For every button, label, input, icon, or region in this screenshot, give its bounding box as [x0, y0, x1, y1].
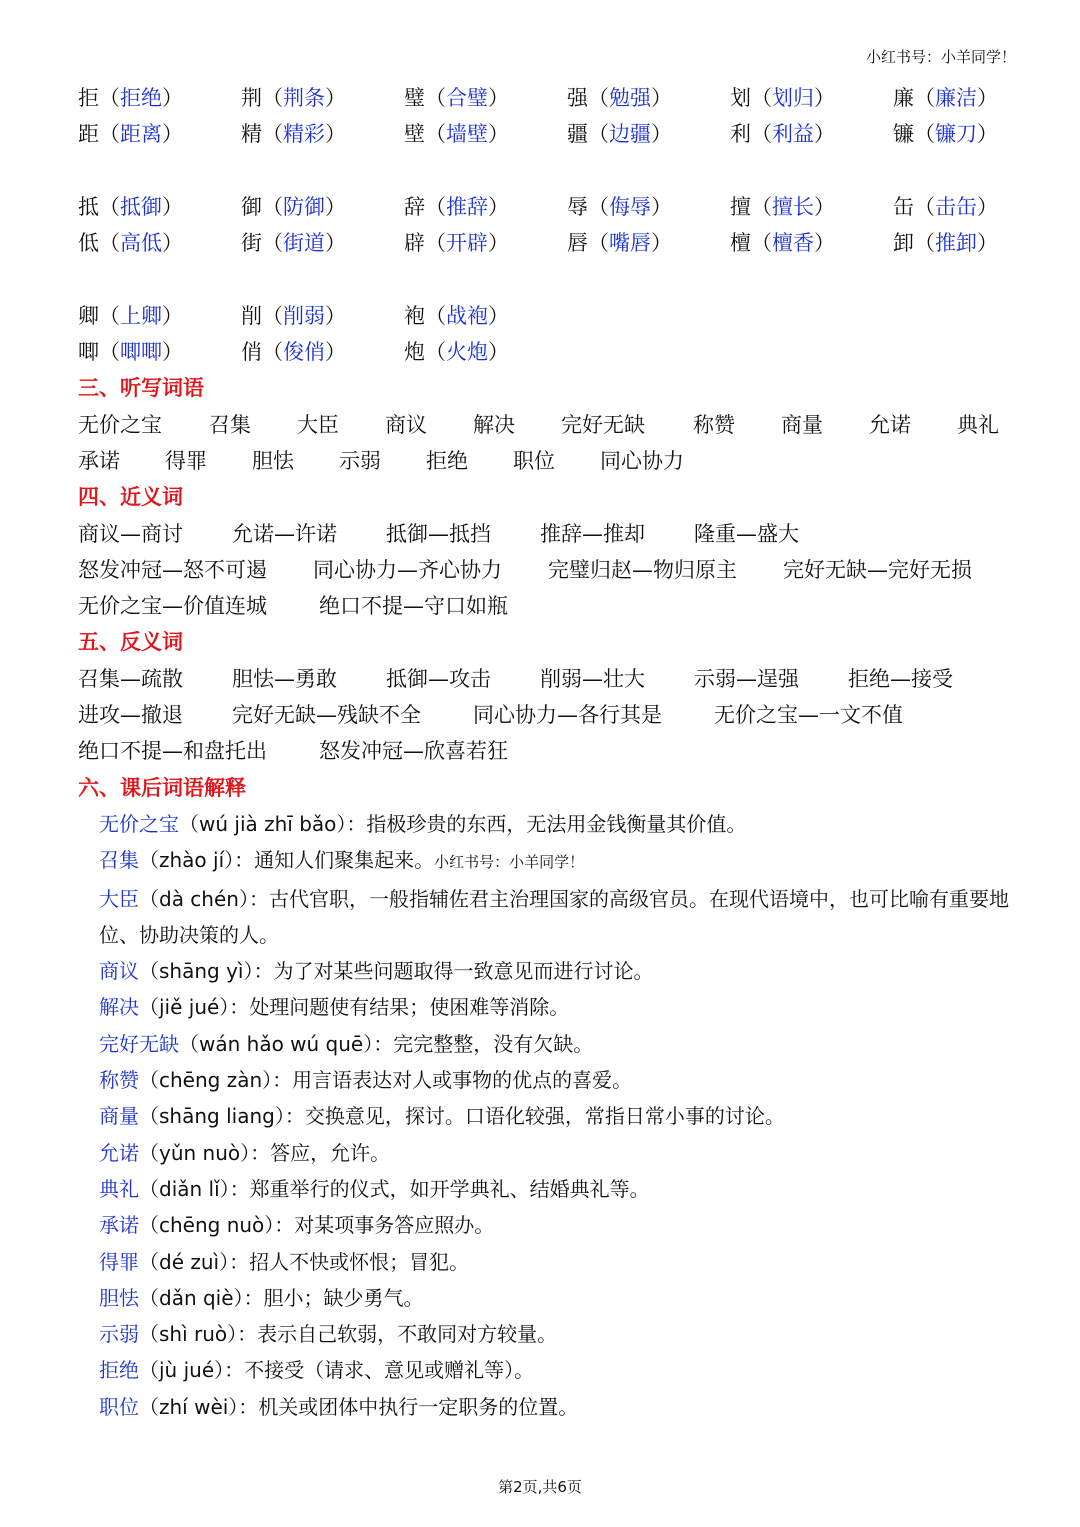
char-entry [893, 116, 998, 152]
character: 炮 [404, 340, 425, 365]
paren-close: ） [814, 122, 835, 147]
paren-open: （ [425, 303, 446, 328]
char-entry [730, 189, 835, 225]
paren-close: ） [651, 194, 672, 219]
synonyms-row [78, 516, 1018, 552]
definition: 胆小；缺少勇气。 [263, 1285, 424, 1310]
char-entry [404, 298, 509, 334]
paren-open: （ [99, 340, 120, 365]
pinyin: （shāng yì）： [139, 959, 274, 984]
char-entry [893, 80, 998, 116]
pinyin: （shì ruò）： [139, 1322, 258, 1347]
char-entry [567, 189, 672, 225]
pinyin: （zhí wèi）： [139, 1394, 259, 1419]
character: 璧 [404, 86, 425, 110]
paren-close: ） [488, 194, 509, 219]
character-groups [78, 80, 1018, 370]
dictation-item: 得罪 [165, 448, 207, 473]
term: 完好无缺 [99, 1031, 179, 1056]
example-word: 防御 [283, 194, 325, 219]
synonyms-item: 怒发冲冠—怒不可遏 [78, 557, 267, 582]
paren-open: （ [99, 86, 120, 110]
antonyms-item: 完好无缺—残缺不全 [232, 703, 421, 728]
example-word: 划归 [772, 86, 814, 110]
paren-open: （ [425, 194, 446, 219]
explanation-item [99, 1062, 1018, 1098]
paren-close: ） [488, 122, 509, 147]
character: 辞 [404, 194, 425, 219]
definition: 对某项事务答应照办。 [294, 1213, 495, 1238]
explanation-item [99, 1352, 1018, 1388]
antonyms-item: 无价之宝—一文不值 [714, 703, 903, 728]
dictation-item: 同心协力 [600, 448, 684, 473]
character: 镰 [893, 122, 914, 147]
explanation-item [99, 806, 1018, 842]
term: 得罪 [99, 1249, 139, 1274]
character: 强 [567, 86, 588, 110]
character: 拒 [78, 86, 99, 110]
definition: 古代官职，一般指辅佐君主治理国家的高级官员。在现代语境中，也可比喻有重要地位、协助决策的人。 [99, 886, 1009, 947]
character: 利 [730, 122, 751, 147]
example-word: 削弱 [283, 303, 325, 328]
header-note: 小红书号：小羊同学！ [865, 48, 1016, 66]
paren-open: （ [262, 86, 283, 110]
dictation-item: 商量 [781, 412, 823, 437]
term: 拒绝 [99, 1358, 139, 1383]
antonyms-item: 绝口不提—和盘托出 [78, 739, 267, 764]
paren-open: （ [751, 194, 772, 219]
char-row [78, 225, 1018, 261]
char-entry [404, 80, 509, 116]
paren-close: ） [488, 340, 509, 365]
character: 缶 [893, 194, 914, 219]
pinyin: （jiě jué）： [139, 995, 250, 1020]
antonyms-row [78, 733, 1018, 769]
paren-open: （ [262, 194, 283, 219]
definition: 指极珍贵的东西，无法用金钱衡量其价值。 [366, 811, 747, 836]
section-title-dictation: 三、听写词语 [78, 376, 204, 401]
paren-close: ） [162, 231, 183, 256]
character: 抵 [78, 194, 99, 219]
dictation-item: 拒绝 [426, 448, 468, 473]
pinyin: （wán hǎo wú quē）： [179, 1031, 394, 1056]
term: 职位 [99, 1394, 139, 1419]
char-entry [404, 189, 509, 225]
paren-close: ） [162, 340, 183, 365]
pinyin: （wú jià zhī bǎo）： [179, 811, 367, 836]
antonyms-item: 削弱—壮大 [540, 666, 645, 691]
example-word: 推卸 [935, 231, 977, 256]
page-content [78, 80, 1018, 1425]
term: 称赞 [99, 1068, 139, 1093]
character: 唧 [78, 340, 99, 365]
example-word: 廉洁 [935, 86, 977, 110]
paren-close: ） [977, 122, 998, 147]
char-entry [730, 116, 835, 152]
section-title-synonyms: 四、近义词 [78, 485, 183, 510]
example-word: 勉强 [609, 86, 651, 110]
paren-close: ） [651, 231, 672, 256]
explanation-item [99, 1280, 1018, 1316]
char-entry [730, 225, 835, 261]
example-word: 战袍 [446, 303, 488, 328]
explanation-item [99, 881, 1018, 954]
character: 辟 [404, 231, 425, 256]
definition: 处理问题使有结果；使困难等消除。 [249, 995, 570, 1020]
definition: 不接受（请求、意见或赠礼等）。 [244, 1358, 535, 1383]
antonyms-item: 抵御—攻击 [386, 666, 491, 691]
paren-open: （ [99, 231, 120, 256]
antonyms-row [78, 661, 1018, 697]
synonyms-item: 允诺—许诺 [232, 521, 337, 546]
group-spacer [78, 153, 1018, 189]
synonyms-item: 绝口不提—守口如瓶 [319, 594, 508, 619]
example-word: 击缶 [935, 194, 977, 219]
paren-open: （ [262, 122, 283, 147]
synonyms-item: 同心协力—齐心协力 [313, 557, 502, 582]
term: 承诺 [99, 1213, 139, 1238]
char-entry [893, 225, 998, 261]
char-entry [78, 189, 183, 225]
example-word: 街道 [283, 231, 325, 256]
paren-open: （ [914, 231, 935, 256]
character: 低 [78, 231, 99, 256]
pinyin: （chēng nuò）： [139, 1213, 295, 1238]
term: 胆怯 [99, 1285, 139, 1310]
definition: 为了对某些问题取得一致意见而进行讨论。 [273, 959, 654, 984]
example-word: 开辟 [446, 231, 488, 256]
dictation-row [78, 407, 1018, 443]
page-number: 第2页,共6页 [498, 1478, 582, 1496]
example-word: 嘴唇 [609, 231, 651, 256]
dictation-item: 允诺 [869, 412, 911, 437]
paren-open: （ [99, 194, 120, 219]
dictation-item: 典礼 [957, 412, 999, 437]
explanation-item [99, 842, 1018, 880]
char-entry [567, 225, 672, 261]
dictation-item: 称赞 [693, 412, 735, 437]
synonyms-item: 完璧归赵—物归原主 [548, 557, 737, 582]
paren-close: ） [162, 194, 183, 219]
antonyms-item: 进攻—撤退 [78, 703, 183, 728]
dictation-item: 完好无缺 [561, 412, 645, 437]
char-row [78, 334, 1018, 370]
character: 唇 [567, 231, 588, 256]
term: 商议 [99, 959, 139, 984]
explanation-item [99, 1389, 1018, 1425]
dictation-item: 商议 [385, 412, 427, 437]
synonyms-item: 无价之宝—价值连城 [78, 594, 267, 619]
term: 召集 [99, 848, 139, 873]
paren-close: ） [325, 340, 346, 365]
example-word: 精彩 [283, 122, 325, 147]
synonyms-row [78, 588, 1018, 624]
paren-open: （ [262, 303, 283, 328]
character: 廉 [893, 86, 914, 110]
paren-open: （ [588, 86, 609, 110]
example-word: 火炮 [446, 340, 488, 365]
definition: 招人不快或怀恨；冒犯。 [249, 1249, 470, 1274]
paren-close: ） [488, 86, 509, 110]
example-word: 镰刀 [935, 122, 977, 147]
synonyms-item: 完好无缺—完好无损 [783, 557, 972, 582]
example-word: 推辞 [446, 194, 488, 219]
example-word: 边疆 [609, 122, 651, 147]
char-row [78, 189, 1018, 225]
antonyms-item: 怒发冲冠—欣喜若狂 [319, 739, 508, 764]
paren-open: （ [262, 231, 283, 256]
paren-close: ） [977, 86, 998, 110]
char-row [78, 80, 1018, 116]
antonyms-item: 同心协力—各行其是 [473, 703, 662, 728]
term: 允诺 [99, 1140, 139, 1165]
paren-open: （ [751, 122, 772, 147]
char-entry [241, 80, 346, 116]
example-word: 抵御 [120, 194, 162, 219]
pinyin: （dé zuì）： [139, 1249, 250, 1274]
synonyms-item: 推辞—推却 [540, 521, 645, 546]
antonyms-item: 召集—疏散 [78, 666, 183, 691]
antonyms-item: 拒绝—接受 [848, 666, 953, 691]
character: 擅 [730, 194, 751, 219]
synonyms-row [78, 552, 1018, 588]
explanation-list [78, 806, 1018, 1425]
section-title-explanations: 六、课后词语解释 [78, 775, 246, 800]
char-entry [78, 334, 183, 370]
char-entry [241, 225, 346, 261]
pinyin: （shāng liang）： [139, 1104, 305, 1129]
definition: 用言语表达对人或事物的优点的喜爱。 [292, 1068, 633, 1093]
paren-open: （ [914, 86, 935, 110]
explanation-item [99, 1316, 1018, 1352]
pinyin: （dǎn qiè）： [139, 1285, 264, 1310]
char-row [78, 298, 1018, 334]
character: 疆 [567, 122, 588, 147]
definition: 交换意见，探讨。口语化较强，常指日常小事的讨论。 [304, 1104, 785, 1129]
character: 俏 [241, 340, 262, 365]
dictation-item: 召集 [209, 412, 251, 437]
character: 卸 [893, 231, 914, 256]
paren-close: ） [488, 231, 509, 256]
character: 辱 [567, 194, 588, 219]
explanation-item [99, 1244, 1018, 1280]
pinyin: （chēng zàn）： [139, 1068, 293, 1093]
char-entry [893, 189, 998, 225]
character: 精 [241, 122, 262, 147]
paren-close: ） [814, 231, 835, 256]
character: 削 [241, 303, 262, 328]
char-entry [567, 80, 672, 116]
pinyin: （zhào jí）： [139, 848, 255, 873]
char-entry [78, 225, 183, 261]
character: 街 [241, 231, 262, 256]
dictation-item: 解决 [473, 412, 515, 437]
inline-watermark-note: 小红书号：小羊同学！ [434, 853, 585, 872]
term: 大臣 [99, 886, 139, 911]
explanation-item [99, 1135, 1018, 1171]
synonyms-item: 隆重—盛大 [694, 521, 799, 546]
explanation-item [99, 1026, 1018, 1062]
dictation-item: 承诺 [78, 448, 120, 473]
synonyms-item: 抵御—抵挡 [386, 521, 491, 546]
paren-open: （ [99, 122, 120, 147]
paren-open: （ [588, 194, 609, 219]
example-word: 荆条 [283, 86, 325, 110]
explanation-item [99, 1098, 1018, 1134]
paren-open: （ [425, 122, 446, 147]
antonyms-row [78, 697, 1018, 733]
synonym-pairs [78, 516, 1018, 625]
paren-open: （ [425, 86, 446, 110]
example-word: 墙壁 [446, 122, 488, 147]
term: 解决 [99, 995, 139, 1020]
example-word: 合璧 [446, 86, 488, 110]
paren-open: （ [751, 86, 772, 110]
paren-close: ） [977, 231, 998, 256]
definition: 机关或团体中执行一定职务的位置。 [258, 1394, 579, 1419]
example-word: 高低 [120, 231, 162, 256]
character: 荆 [241, 86, 262, 110]
explanation-item [99, 953, 1018, 989]
synonyms-item: 商议—商讨 [78, 521, 183, 546]
char-entry [404, 334, 509, 370]
dictation-item: 示弱 [339, 448, 381, 473]
explanation-item [99, 989, 1018, 1025]
paren-close: ） [651, 122, 672, 147]
definition: 通知人们聚集起来。 [254, 848, 435, 873]
dictation-item: 无价之宝 [78, 412, 162, 437]
char-entry [241, 298, 346, 334]
term: 商量 [99, 1104, 139, 1129]
definition: 完完整整，没有欠缺。 [393, 1031, 594, 1056]
example-word: 距离 [120, 122, 162, 147]
paren-close: ） [325, 194, 346, 219]
character: 袍 [404, 303, 425, 328]
explanation-item [99, 1207, 1018, 1243]
paren-open: （ [914, 194, 935, 219]
character: 卿 [78, 303, 99, 328]
char-row [78, 116, 1018, 152]
paren-close: ） [977, 194, 998, 219]
dictation-item: 职位 [513, 448, 555, 473]
example-word: 利益 [772, 122, 814, 147]
example-word: 擅长 [772, 194, 814, 219]
paren-open: （ [99, 303, 120, 328]
paren-open: （ [425, 231, 446, 256]
example-word: 拒绝 [120, 86, 162, 110]
section-title-antonyms: 五、反义词 [78, 630, 183, 655]
char-entry [241, 334, 346, 370]
character: 距 [78, 122, 99, 147]
dictation-words [78, 407, 1018, 480]
explanation-item [99, 1171, 1018, 1207]
char-entry [730, 80, 835, 116]
paren-open: （ [588, 231, 609, 256]
term: 示弱 [99, 1322, 139, 1347]
dictation-row [78, 443, 1018, 479]
char-entry [78, 116, 183, 152]
paren-close: ） [651, 86, 672, 110]
paren-open: （ [425, 340, 446, 365]
paren-close: ） [325, 231, 346, 256]
example-word: 上卿 [120, 303, 162, 328]
definition: 表示自己软弱，不敢同对方较量。 [257, 1322, 558, 1347]
dictation-item: 胆怯 [252, 448, 294, 473]
example-word: 俊俏 [283, 340, 325, 365]
paren-close: ） [162, 303, 183, 328]
paren-close: ） [325, 303, 346, 328]
char-entry [404, 116, 509, 152]
paren-close: ） [814, 194, 835, 219]
paren-open: （ [914, 122, 935, 147]
antonyms-item: 示弱—逞强 [694, 666, 799, 691]
paren-close: ） [488, 303, 509, 328]
pinyin: （jù jué）： [139, 1358, 245, 1383]
char-entry [241, 189, 346, 225]
example-word: 檀香 [772, 231, 814, 256]
paren-close: ） [814, 86, 835, 110]
pinyin: （dà chén）： [139, 886, 269, 911]
term: 无价之宝 [99, 811, 179, 836]
char-entry [78, 298, 183, 334]
paren-open: （ [751, 231, 772, 256]
example-word: 唧唧 [120, 340, 162, 365]
pinyin: （yǔn nuò）： [139, 1140, 271, 1165]
paren-open: （ [588, 122, 609, 147]
char-entry [78, 80, 183, 116]
dictation-item: 大臣 [297, 412, 339, 437]
character: 檀 [730, 231, 751, 256]
char-entry [404, 225, 509, 261]
char-entry [567, 116, 672, 152]
group-spacer [78, 261, 1018, 297]
paren-close: ） [162, 86, 183, 110]
paren-close: ） [325, 122, 346, 147]
pinyin: （diǎn lǐ）： [139, 1176, 250, 1201]
paren-close: ） [325, 86, 346, 110]
example-word: 侮辱 [609, 194, 651, 219]
character: 划 [730, 86, 751, 110]
paren-open: （ [262, 340, 283, 365]
character: 壁 [404, 122, 425, 147]
paren-close: ） [162, 122, 183, 147]
character: 御 [241, 194, 262, 219]
term: 典礼 [99, 1176, 139, 1201]
char-entry [241, 116, 346, 152]
antonyms-item: 胆怯—勇敢 [232, 666, 337, 691]
definition: 郑重举行的仪式，如开学典礼、结婚典礼等。 [249, 1176, 650, 1201]
definition: 答应，允许。 [270, 1140, 391, 1165]
antonym-pairs [78, 661, 1018, 770]
